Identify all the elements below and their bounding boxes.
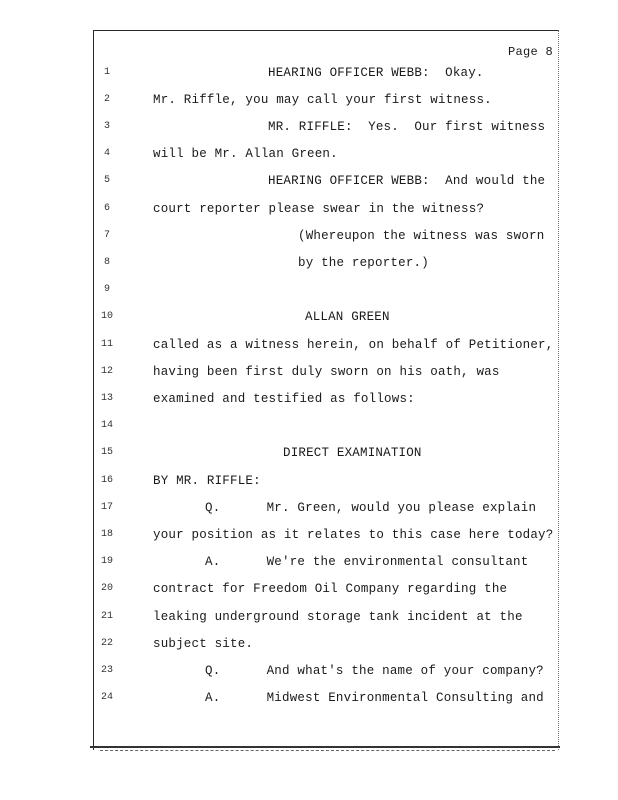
line-number-18: 18	[100, 529, 113, 540]
line-text-19: A. We're the environmental consultant	[205, 555, 529, 569]
line-text-6: court reporter please swear in the witness?	[153, 202, 485, 216]
line-text-23: Q. And what's the name of your company?	[205, 664, 544, 678]
line-text-16: BY MR. RIFFLE:	[153, 474, 261, 488]
line-text-7: (Whereupon the witness was sworn	[298, 229, 545, 243]
line-number-17: 17	[100, 502, 113, 513]
line-text-17: Q. Mr. Green, would you please explain	[205, 501, 537, 515]
line-number-1: 1	[103, 67, 110, 78]
line-text-12: having been first duly sworn on his oath, was	[153, 365, 500, 379]
line-text-11: called as a witness herein, on behalf of Petitioner,	[153, 338, 554, 352]
line-text-3: MR. RIFFLE: Yes. Our first witness	[268, 120, 546, 134]
line-text-24: A. Midwest Environmental Consulting and	[205, 691, 544, 705]
line-number-11: 11	[100, 339, 113, 350]
line-number-3: 3	[103, 121, 110, 132]
line-number-6: 6	[103, 203, 110, 214]
page-bottom-rule-secondary	[100, 750, 555, 751]
line-number-2: 2	[103, 94, 110, 105]
line-text-13: examined and testified as follows:	[153, 392, 415, 406]
line-number-8: 8	[103, 257, 110, 268]
line-number-15: 15	[100, 447, 113, 458]
direct-examination-heading: DIRECT EXAMINATION	[283, 446, 422, 460]
line-text-4: will be Mr. Allan Green.	[153, 147, 338, 161]
line-number-14: 14	[100, 420, 113, 431]
line-number-22: 22	[100, 638, 113, 649]
line-text-18: your position as it relates to this case here today?	[153, 528, 554, 542]
line-number-10: 10	[100, 311, 113, 322]
line-number-19: 19	[100, 556, 113, 567]
line-number-16: 16	[100, 475, 113, 486]
line-number-12: 12	[100, 366, 113, 377]
line-number-20: 20	[100, 583, 113, 594]
line-number-5: 5	[103, 175, 110, 186]
witness-name-heading: ALLAN GREEN	[305, 310, 390, 324]
line-text-20: contract for Freedom Oil Company regarding the	[153, 582, 508, 596]
page-bottom-rule	[90, 746, 560, 748]
line-number-7: 7	[103, 230, 110, 241]
line-text-22: subject site.	[153, 637, 254, 651]
line-text-1: HEARING OFFICER WEBB: Okay.	[268, 66, 484, 80]
line-text-5: HEARING OFFICER WEBB: And would the	[268, 174, 546, 188]
page-number: Page 8	[508, 45, 554, 59]
line-text-2: Mr. Riffle, you may call your first witness.	[153, 93, 492, 107]
line-number-23: 23	[100, 665, 113, 676]
line-text-8: by the reporter.)	[298, 256, 429, 270]
line-number-13: 13	[100, 393, 113, 404]
line-number-9: 9	[103, 284, 110, 295]
line-text-21: leaking underground storage tank incident at the	[153, 610, 523, 624]
line-number-21: 21	[100, 611, 113, 622]
line-number-24: 24	[100, 692, 113, 703]
line-number-4: 4	[103, 148, 110, 159]
